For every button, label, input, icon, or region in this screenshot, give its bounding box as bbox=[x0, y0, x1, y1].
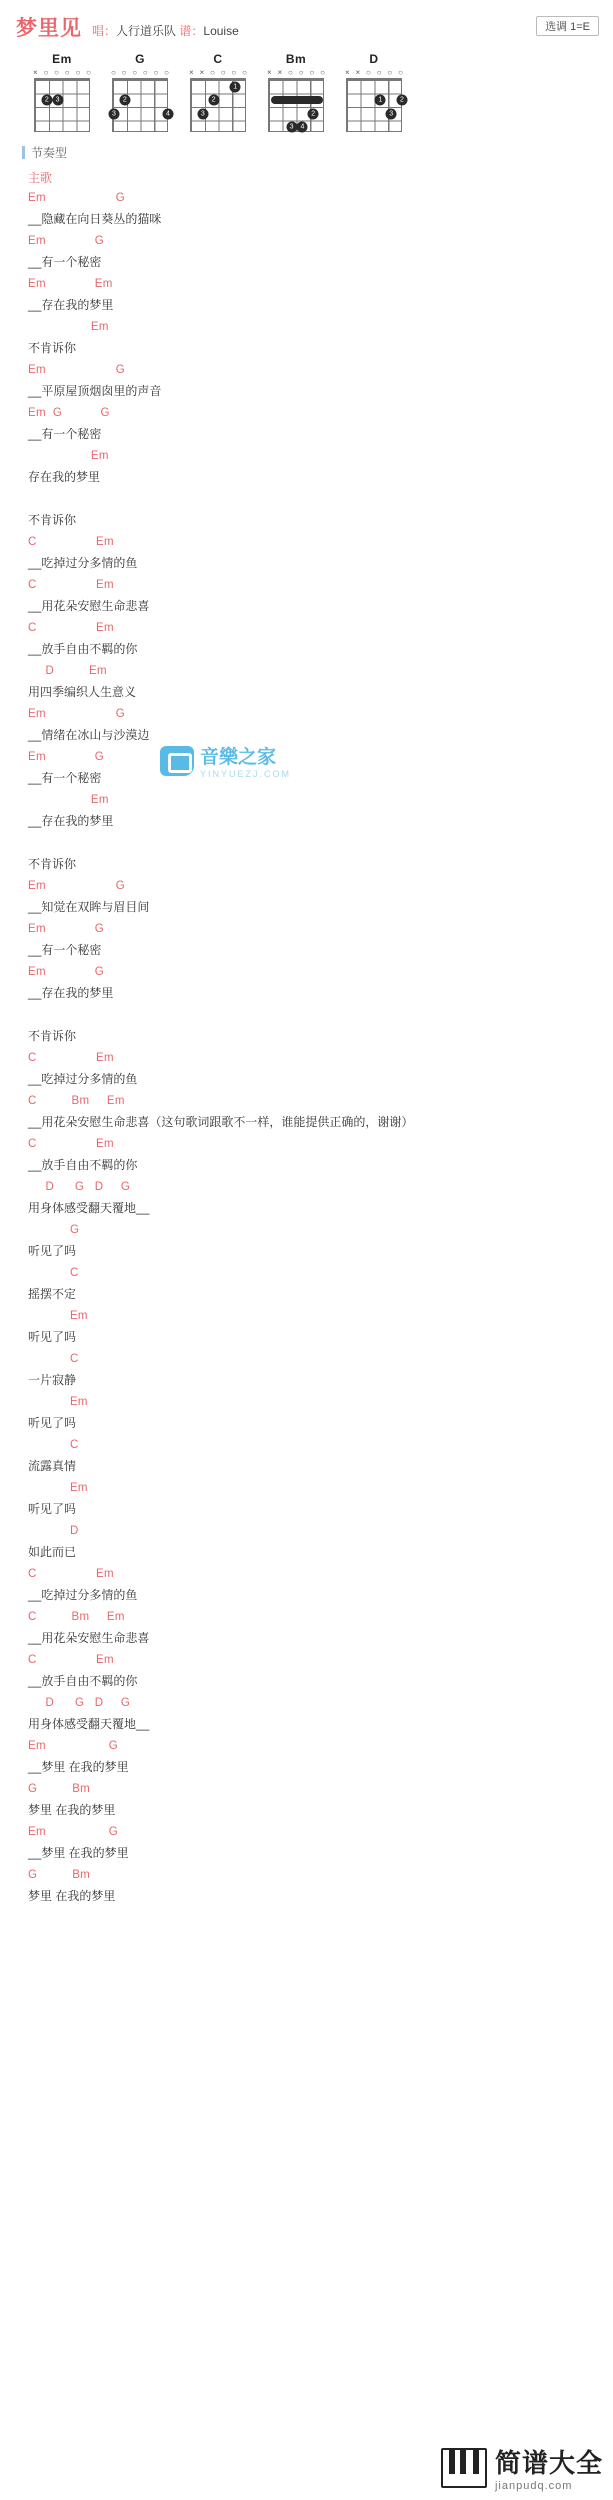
chord-open-mute-markers: ○ ○ ○ ○ ○ ○ bbox=[111, 68, 169, 77]
chord-line: Em G bbox=[28, 966, 105, 978]
lyric-line: __吃掉过分多情的鱼 bbox=[28, 1588, 138, 1602]
chord-name: C bbox=[213, 52, 223, 66]
chord-line: Em bbox=[28, 321, 109, 333]
lyric-line: 如此而已 bbox=[28, 1545, 77, 1559]
watermark-bottom bbox=[441, 2443, 603, 2492]
chord-open-mute-markers: × × ○ ○ ○ ○ bbox=[345, 68, 403, 77]
chord-line: Em G bbox=[28, 708, 125, 720]
lyric-line: 用身体感受翻天覆地__ bbox=[28, 1201, 150, 1215]
lyric-line: __有一个秘密 bbox=[28, 943, 102, 957]
chord-line bbox=[0, 489, 613, 509]
watermark-bottom-title: 简谱大全 bbox=[494, 2448, 603, 2478]
chord-line: D bbox=[28, 1525, 79, 1537]
chord-line: Em G G bbox=[28, 407, 110, 419]
chord-diagram-c bbox=[186, 52, 250, 132]
lyric-line: 流露真情 bbox=[28, 1459, 77, 1473]
lyric-line: 梦里 在我的梦里 bbox=[28, 1889, 116, 1903]
section-rhythm-label: 节奏型 bbox=[31, 146, 68, 160]
lyric-line: __存在我的梦里 bbox=[28, 814, 114, 828]
chord-diagram-g bbox=[108, 52, 172, 132]
chord-line: C Em bbox=[28, 1654, 114, 1666]
chord-finger-dot: 3 bbox=[386, 108, 397, 119]
singer-label: 唱： bbox=[92, 24, 117, 38]
chord-line: C Em bbox=[28, 1138, 114, 1150]
chord-line: Em G bbox=[28, 751, 105, 763]
chord-diagram-bm bbox=[264, 52, 328, 132]
chord-line: G bbox=[28, 1224, 80, 1236]
chord-line: G Bm bbox=[28, 1783, 91, 1795]
chord-open-mute-markers: × × ○ ○ ○ ○ bbox=[267, 68, 325, 77]
lyric-line: __放手自由不羁的你 bbox=[28, 642, 138, 656]
lyric-line: __存在我的梦里 bbox=[28, 986, 114, 1000]
chord-fretboard bbox=[112, 78, 168, 132]
chord-line: C Bm Em bbox=[28, 1611, 125, 1623]
lyric-line: __存在我的梦里 bbox=[28, 298, 114, 312]
chord-barre bbox=[271, 96, 323, 104]
lyric-line: __有一个秘密 bbox=[28, 255, 102, 269]
lyric-line: __知觉在双眸与眉目间 bbox=[28, 900, 150, 914]
chord-fretboard bbox=[268, 78, 324, 132]
chord-finger-dot: 2 bbox=[308, 108, 319, 119]
capo-badge: 选调 1=E bbox=[536, 16, 599, 36]
chord-line: Em G bbox=[28, 923, 105, 935]
lyric-line: 不肯诉你 bbox=[28, 513, 77, 527]
watermark-center-title: 音樂之家 bbox=[200, 747, 277, 768]
chord-sheet bbox=[0, 134, 613, 1908]
chord-line: Em bbox=[28, 1310, 88, 1322]
lyric-line: __用花朵安慰生命悲喜 bbox=[28, 1631, 150, 1645]
chord-finger-dot: 3 bbox=[197, 108, 208, 119]
piano-icon bbox=[441, 2448, 487, 2488]
watermark-center-sub: YINYUEZJ.COM bbox=[200, 769, 292, 779]
chord-line: C Em bbox=[28, 1052, 114, 1064]
lyric-line: 听见了吗 bbox=[28, 1330, 77, 1344]
chord-line: C Em bbox=[28, 1568, 114, 1580]
song-header bbox=[0, 0, 613, 46]
lyric-line: __用花朵安慰生命悲喜（这句歌词跟歌不一样，谁能提供正确的，谢谢） bbox=[28, 1115, 414, 1129]
chord-fretboard bbox=[346, 78, 402, 132]
lyric-line: __吃掉过分多情的鱼 bbox=[28, 556, 138, 570]
chord-line: Em G bbox=[28, 1740, 119, 1752]
chord-finger-dot: 2 bbox=[41, 95, 52, 106]
chord-name: Em bbox=[52, 52, 72, 66]
chord-line: Em G bbox=[28, 1826, 119, 1838]
lyric-line: __平原屋顶烟囱里的声音 bbox=[28, 384, 162, 398]
chord-line: C Em bbox=[28, 579, 114, 591]
chord-diagram-em bbox=[30, 52, 94, 132]
chord-fretboard bbox=[34, 78, 90, 132]
chord-line: D Em bbox=[28, 665, 107, 677]
chord-line: D G D G bbox=[28, 1697, 131, 1709]
lyric-chord-body bbox=[0, 188, 613, 1908]
lyric-line: 不肯诉你 bbox=[28, 857, 77, 871]
chord-open-mute-markers: × × ○ ○ ○ ○ bbox=[189, 68, 247, 77]
lyric-line: 一片寂静 bbox=[28, 1373, 77, 1387]
chord-line bbox=[0, 1005, 613, 1025]
lyric-line: __吃掉过分多情的鱼 bbox=[28, 1072, 138, 1086]
chord-line: C bbox=[28, 1353, 79, 1365]
arranger-label: 谱： bbox=[179, 24, 204, 38]
singer-name: 人行道乐队 bbox=[116, 24, 177, 38]
chord-finger-dot: 3 bbox=[286, 122, 297, 133]
chord-line bbox=[0, 833, 613, 853]
lyric-line: 听见了吗 bbox=[28, 1502, 77, 1516]
chord-line: Em G bbox=[28, 880, 125, 892]
lyric-line: 用身体感受翻天覆地__ bbox=[28, 1717, 150, 1731]
chord-name: Bm bbox=[285, 52, 307, 66]
section-verse-label: 主歌 bbox=[28, 171, 53, 185]
credits bbox=[92, 22, 239, 39]
chord-finger-dot: 3 bbox=[52, 95, 63, 106]
chord-finger-dot: 2 bbox=[397, 95, 408, 106]
chord-finger-dot: 2 bbox=[119, 95, 130, 106]
lyric-line: __梦里 在我的梦里 bbox=[28, 1846, 129, 1860]
chord-finger-dot: 3 bbox=[109, 108, 120, 119]
chord-line: C bbox=[28, 1267, 79, 1279]
chord-finger-dot: 1 bbox=[230, 81, 241, 92]
lyric-line: 摇摆不定 bbox=[28, 1287, 77, 1301]
chord-line: Em bbox=[28, 450, 109, 462]
lyric-line: 不肯诉你 bbox=[28, 1029, 77, 1043]
chord-line: Em G bbox=[28, 192, 125, 204]
chord-line: Em bbox=[28, 1482, 88, 1494]
page-title: 梦里见 bbox=[16, 17, 82, 40]
chord-open-mute-markers: × ○ ○ ○ ○ ○ bbox=[33, 68, 91, 77]
chord-name: D bbox=[369, 52, 379, 66]
lyric-line: 听见了吗 bbox=[28, 1416, 77, 1430]
chord-line: C Em bbox=[28, 536, 114, 548]
chord-finger-dot: 4 bbox=[163, 108, 174, 119]
lyric-line: __梦里 在我的梦里 bbox=[28, 1760, 129, 1774]
lyric-line: __情绪在冰山与沙漠边 bbox=[28, 728, 150, 742]
chord-line: C Bm Em bbox=[28, 1095, 125, 1107]
chord-finger-dot: 2 bbox=[208, 95, 219, 106]
chord-finger-dot: 4 bbox=[297, 122, 308, 133]
chord-name: G bbox=[135, 52, 145, 66]
section-marker-icon bbox=[22, 146, 25, 159]
chord-finger-dot: 1 bbox=[375, 95, 386, 106]
chord-line: Em bbox=[28, 1396, 88, 1408]
lyric-line: __放手自由不羁的你 bbox=[28, 1158, 138, 1172]
lyric-line: __隐藏在向日葵丛的猫咪 bbox=[28, 212, 162, 226]
lyric-line: 不肯诉你 bbox=[28, 341, 77, 355]
lyric-line: 用四季编织人生意义 bbox=[28, 685, 137, 699]
chord-line: Em Em bbox=[28, 278, 113, 290]
watermark-bottom-sub: jianpudq.com bbox=[494, 2480, 573, 2492]
chord-line: G Bm bbox=[28, 1869, 91, 1881]
lyric-line: __有一个秘密 bbox=[28, 427, 102, 441]
lyric-line: __有一个秘密 bbox=[28, 771, 102, 785]
chord-fretboard bbox=[190, 78, 246, 132]
lyric-line: 存在我的梦里 bbox=[28, 470, 101, 484]
lyric-line: __用花朵安慰生命悲喜 bbox=[28, 599, 150, 613]
lyric-line: 听见了吗 bbox=[28, 1244, 77, 1258]
chord-line: Em G bbox=[28, 364, 125, 376]
chord-diagram-row bbox=[0, 46, 613, 134]
chord-line: D G D G bbox=[28, 1181, 131, 1193]
chord-line: Em G bbox=[28, 235, 105, 247]
chord-line: C bbox=[28, 1439, 79, 1451]
chord-line: Em bbox=[28, 794, 109, 806]
section-rhythm bbox=[0, 140, 613, 165]
arranger-name: Louise bbox=[203, 24, 239, 38]
chord-diagram-d bbox=[342, 52, 406, 132]
lyric-line: 梦里 在我的梦里 bbox=[28, 1803, 116, 1817]
chord-line: C Em bbox=[28, 622, 114, 634]
lyric-line: __放手自由不羁的你 bbox=[28, 1674, 138, 1688]
